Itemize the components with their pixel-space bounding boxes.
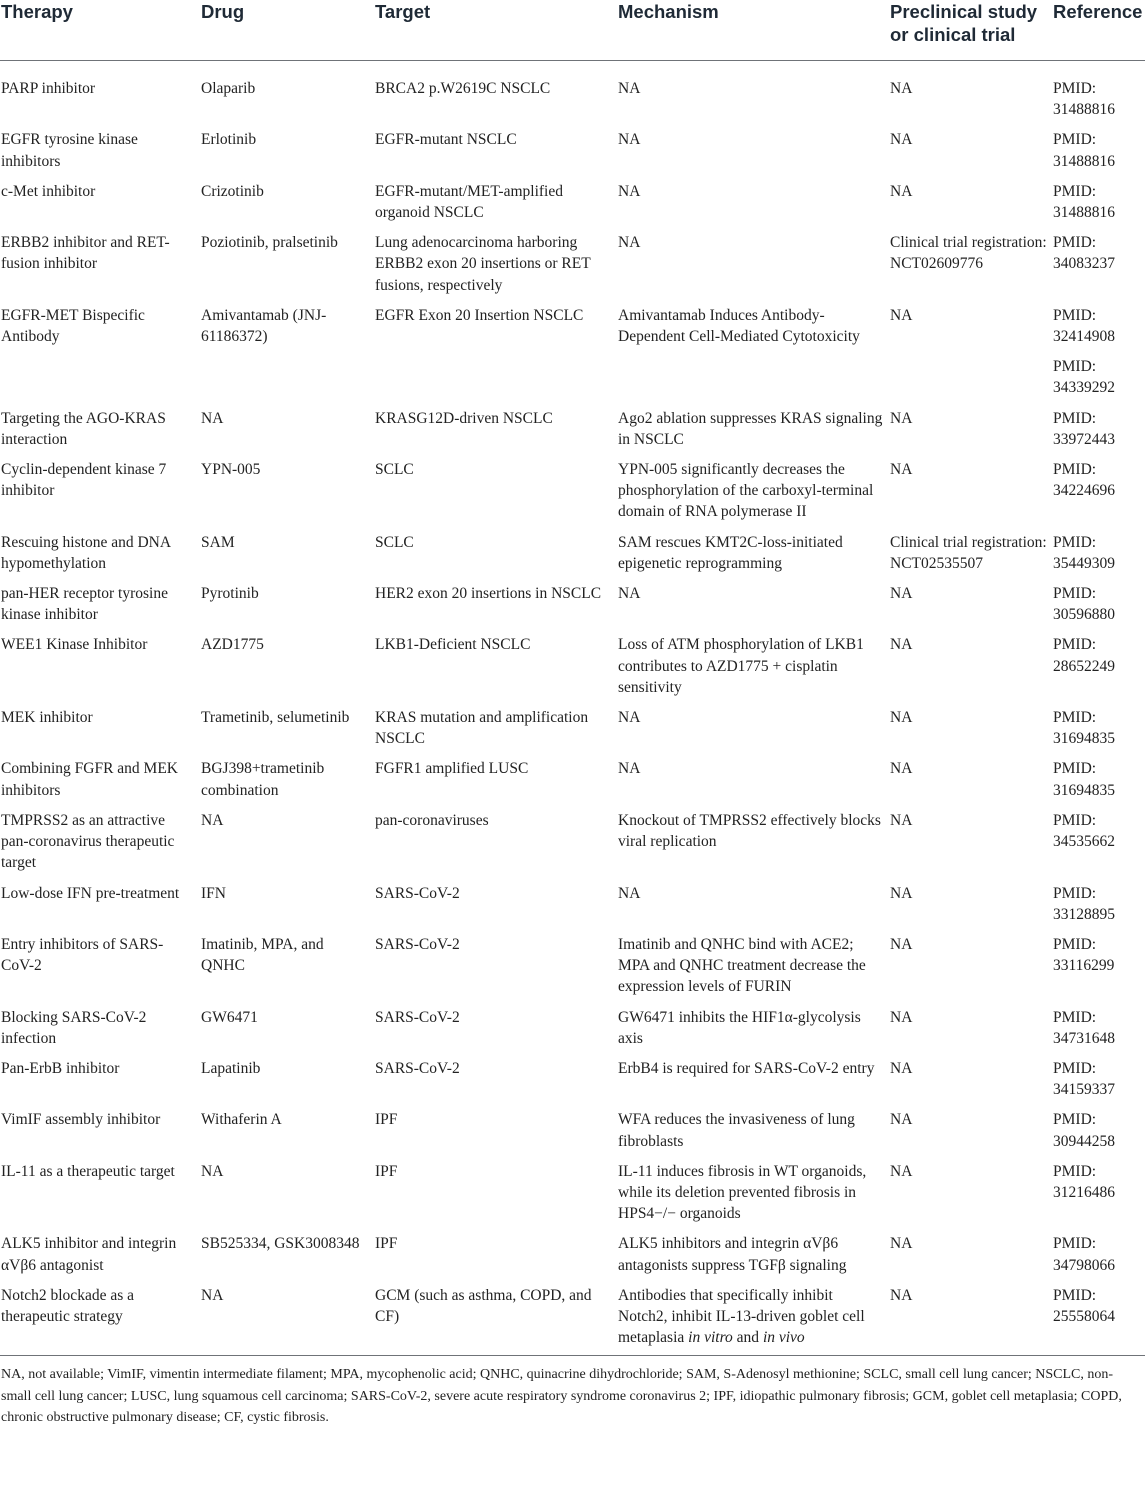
cell-target: KRASG12D-driven NSCLC: [375, 409, 553, 427]
mechanism-text: and: [732, 1329, 763, 1347]
cell-study: NA: [890, 1111, 913, 1129]
cell-mechanism: ErbB4 is required for SARS-CoV-2 entry: [618, 1059, 875, 1077]
cell-study: NA: [890, 811, 913, 829]
cell-therapy: Combining FGFR and MEK inhibitors: [1, 760, 178, 799]
cell-reference: [1053, 703, 1145, 754]
reference-pmid: PMID: 32414908: [1053, 306, 1115, 346]
cell-target: SCLC: [375, 533, 414, 551]
reference-pmid: PMID: 25558064: [1053, 1286, 1115, 1325]
cell-target: IPF: [375, 1111, 398, 1129]
cell-therapy: WEE1 Kinase Inhibitor: [1, 636, 148, 654]
cell-reference: [1053, 527, 1145, 578]
cell-drug: NA: [201, 409, 224, 427]
cell-study: NA: [890, 1280, 1053, 1356]
table-row: [0, 176, 1145, 227]
cell-study: NA: [890, 585, 913, 603]
cell-drug: NA: [201, 811, 224, 829]
header-mechanism: Mechanism: [618, 0, 890, 61]
cell-reference: [1053, 300, 1145, 403]
cell-drug: Crizotinib: [201, 182, 264, 200]
table-row: [0, 579, 1145, 630]
cell-mechanism: SAM rescues KMT2C-loss-initiated epigenetic reprogramming: [618, 533, 843, 572]
cell-study: NA: [890, 1059, 913, 1077]
cell-therapy: MEK inhibitor: [1, 709, 93, 727]
cell-drug: Imatinib, MPA, and QNHC: [201, 935, 324, 975]
cell-study: Clinical trial registration: NCT02609776: [890, 234, 1047, 273]
cell-reference: [1053, 1229, 1145, 1280]
table-row: [0, 1053, 1145, 1104]
cell-drug: Withaferin A: [201, 1111, 282, 1129]
cell-mechanism: YPN-005 significantly decreases the phosphorylation of the carboxyl-terminal domain of RNA polymerase II: [618, 461, 874, 521]
table-row: [0, 929, 1145, 1002]
cell-drug: NA: [201, 1280, 375, 1356]
cell-study: NA: [890, 760, 913, 778]
cell-reference: [1053, 929, 1145, 1002]
reference-pmid: PMID: 33128895: [1053, 884, 1115, 923]
cell-reference: [1053, 878, 1145, 929]
cell-therapy: Low-dose IFN pre-treatment: [1, 884, 180, 902]
table-row: [0, 403, 1145, 454]
reference-pmid: PMID: 35449309: [1053, 533, 1115, 572]
cell-study: NA: [890, 935, 913, 953]
cell-therapy: EGFR-MET Bispecific Antibody: [1, 306, 145, 346]
table-row: [0, 1002, 1145, 1053]
cell-drug: SB525334, GSK3008348: [201, 1235, 360, 1253]
cell-therapy: Entry inhibitors of SARS-CoV-2: [1, 935, 164, 975]
cell-mechanism: NA: [618, 80, 641, 97]
table-footnote: NA, not available; VimIF, vimentin intermediate filament; MPA, mycophenolic acid; QNHC, quinacrine dihydrochloride; SAM, S-Adenosyl methionine; SCLC, small cell lung cancer; NSCLC, non-small cell lung cancer; LUSC, lung squamous cell carcinoma; SARS-CoV-2, severe acute respiratory syndrome coronavirus 2; IPF, idiopathic pulmonary fibrosis; GCM, goblet cell metaplasia; COPD, chronic obstructive pulmonary disease; CF, cystic fibrosis.: [1, 1367, 1122, 1426]
cell-mechanism: GW6471 inhibits the HIF1α-glycolysis axis: [618, 1008, 861, 1047]
table-row: [0, 1105, 1145, 1156]
table-row: [0, 630, 1145, 703]
mechanism-italic-term: in vivo: [762, 1329, 805, 1347]
cell-drug: IFN: [201, 884, 226, 902]
mechanism-text: Antibodies that specifically inhibit Notch2, inhibit IL-13-driven goblet cell metaplasia: [618, 1286, 865, 1347]
cell-reference: [1053, 403, 1145, 454]
table-row: [0, 455, 1145, 528]
cell-mechanism: Amivantamab Induces Antibody-Dependent Cell-Mediated Cytotoxicity: [618, 306, 860, 346]
cell-reference: [1053, 630, 1145, 703]
cell-reference: [1053, 1105, 1145, 1156]
cell-target: IPF: [375, 1235, 398, 1253]
reference-pmid: PMID: 33972443: [1053, 409, 1115, 448]
header-drug: Drug: [201, 0, 375, 61]
cell-target: SARS-CoV-2: [375, 1059, 460, 1077]
reference-pmid: PMID: 31694835: [1053, 709, 1115, 748]
cell-therapy: TMPRSS2 as an attractive pan-coronavirus therapeutic target: [1, 811, 175, 872]
table-body: [0, 61, 1145, 1356]
cell-drug: Amivantamab (JNJ-61186372): [201, 306, 327, 346]
reference-pmid: PMID: 34731648: [1053, 1008, 1115, 1047]
cell-drug: Erlotinib: [201, 131, 257, 149]
reference-pmid: PMID: 31488816: [1053, 80, 1115, 119]
cell-study: NA: [890, 461, 913, 479]
cell-therapy: Pan-ErbB inhibitor: [1, 1059, 120, 1077]
cell-target: IPF: [375, 1162, 398, 1180]
cell-target: BRCA2 p.W2619C NSCLC: [375, 80, 551, 97]
cell-drug: NA: [201, 1162, 224, 1180]
cell-mechanism: Imatinib and QNHC bind with ACE2; MPA and QNHC treatment decrease the expression levels of FURIN: [618, 935, 866, 996]
cell-study: NA: [890, 409, 913, 427]
table-row: [0, 527, 1145, 578]
cell-therapy: Targeting the AGO-KRAS interaction: [1, 409, 166, 448]
cell-mechanism: WFA reduces the invasiveness of lung fibroblasts: [618, 1111, 855, 1150]
table-row: [0, 1156, 1145, 1229]
cell-drug: GW6471: [201, 1008, 258, 1026]
reference-pmid: PMID: 30596880: [1053, 585, 1115, 624]
cell-target: GCM (such as asthma, COPD, and CF): [375, 1280, 618, 1356]
reference-pmid: PMID: 30944258: [1053, 1111, 1115, 1150]
table-row: [0, 754, 1145, 805]
cell-target: EGFR-mutant/MET-amplified organoid NSCLC: [375, 182, 563, 222]
cell-target: SARS-CoV-2: [375, 884, 460, 902]
cell-target: SARS-CoV-2: [375, 935, 460, 953]
reference-pmid: PMID: 31488816: [1053, 131, 1115, 170]
cell-target: KRAS mutation and amplification NSCLC: [375, 709, 589, 748]
header-target: Target: [375, 0, 618, 61]
table-row: [0, 125, 1145, 176]
cell-therapy: Rescuing histone and DNA hypomethylation: [1, 533, 171, 572]
cell-mechanism: Loss of ATM phosphorylation of LKB1 contributes to AZD1775 + cisplatin sensitivity: [618, 636, 864, 696]
cell-drug: AZD1775: [201, 636, 264, 654]
cell-mechanism: NA: [618, 182, 641, 200]
cell-therapy: PARP inhibitor: [1, 80, 96, 97]
table-row: [0, 61, 1145, 125]
cell-mechanism: IL-11 induces fibrosis in WT organoids, while its deletion prevented fibrosis in HPS4−/− organoids: [618, 1162, 867, 1223]
cell-study: NA: [890, 131, 913, 149]
reference-pmid: PMID: 31694835: [1053, 760, 1115, 799]
cell-reference: [1053, 176, 1145, 227]
reference-pmid: PMID: 34159337: [1053, 1059, 1115, 1099]
cell-therapy: pan-HER receptor tyrosine kinase inhibitor: [1, 585, 168, 624]
table-row: [0, 228, 1145, 301]
mechanism-italic-term: in vitro: [688, 1329, 733, 1347]
header-row: [0, 0, 1145, 61]
cell-mechanism: Knockout of TMPRSS2 effectively blocks viral replication: [618, 811, 881, 851]
reference-pmid: PMID: 34798066: [1053, 1235, 1115, 1274]
header-reference: Reference: [1053, 0, 1145, 61]
cell-mechanism: NA: [618, 234, 641, 252]
cell-mechanism: NA: [618, 884, 641, 902]
header-therapy: Therapy: [0, 0, 201, 61]
reference-pmid: PMID: 28652249: [1053, 636, 1115, 675]
cell-drug: Poziotinib, pralsetinib: [201, 234, 338, 252]
cell-target: pan-coronaviruses: [375, 811, 489, 829]
cell-reference: [1053, 579, 1145, 630]
cell-target: Lung adenocarcinoma harboring ERBB2 exon 20 insertions or RET fusions, respectively: [375, 234, 591, 294]
reference-pmid: PMID: 34083237: [1053, 234, 1115, 273]
cell-reference: [1053, 125, 1145, 176]
cell-reference: [1053, 455, 1145, 528]
header-study: Preclinical study or clinical trial: [890, 0, 1053, 61]
cell-target: SCLC: [375, 461, 414, 479]
reference-pmid: PMID: 33116299: [1053, 935, 1115, 975]
cell-target: HER2 exon 20 insertions in NSCLC: [375, 585, 602, 603]
cell-study: NA: [890, 306, 913, 324]
cell-mechanism: Ago2 ablation suppresses KRAS signaling in NSCLC: [618, 409, 883, 448]
cell-drug: Lapatinib: [201, 1059, 261, 1077]
reference-pmid: PMID: 34535662: [1053, 811, 1115, 851]
cell-reference: [1053, 754, 1145, 805]
cell-study: NA: [890, 1008, 913, 1026]
cell-drug: Olaparib: [201, 80, 256, 97]
cell-therapy: ERBB2 inhibitor and RET-fusion inhibitor: [1, 234, 170, 273]
cell-therapy: Notch2 blockade as a therapeutic strategy: [0, 1280, 201, 1356]
cell-therapy: ALK5 inhibitor and integrin αVβ6 antagonist: [1, 1235, 177, 1274]
cell-mechanism: NA: [618, 760, 641, 778]
cell-reference: [1053, 1053, 1145, 1104]
cell-study: NA: [890, 80, 913, 97]
table-row: [0, 300, 1145, 403]
table-row: [0, 878, 1145, 929]
cell-target: LKB1-Deficient NSCLC: [375, 636, 531, 654]
cell-target: FGFR1 amplified LUSC: [375, 760, 529, 778]
cell-therapy: VimIF assembly inhibitor: [1, 1111, 161, 1129]
cell-reference: [1053, 1280, 1145, 1356]
cell-reference: [1053, 228, 1145, 301]
cell-therapy: EGFR tyrosine kinase inhibitors: [1, 131, 138, 170]
cell-mechanism: ALK5 inhibitors and integrin αVβ6 antagonists suppress TGFβ signaling: [618, 1235, 847, 1274]
cell-drug: Pyrotinib: [201, 585, 259, 603]
table-row: [0, 1229, 1145, 1280]
cell-reference: [1053, 61, 1145, 125]
cell-drug: BGJ398+trametinib combination: [201, 760, 325, 799]
cell-therapy: Blocking SARS-CoV-2 infection: [1, 1008, 147, 1047]
cell-therapy: Cyclin-dependent kinase 7 inhibitor: [1, 461, 167, 500]
cell-drug: Trametinib, selumetinib: [201, 709, 350, 727]
cell-mechanism: NA: [618, 585, 641, 603]
reference-pmid: PMID: 34224696: [1053, 461, 1115, 500]
cell-target: EGFR-mutant NSCLC: [375, 131, 517, 149]
table-row: [0, 703, 1145, 754]
reference-pmid: PMID: 34339292: [1053, 358, 1115, 397]
cell-study: NA: [890, 709, 913, 727]
cell-therapy: c-Met inhibitor: [1, 182, 96, 200]
cell-mechanism: NA: [618, 709, 641, 727]
table-row: [0, 1280, 1145, 1356]
table-row: [0, 805, 1145, 878]
cell-mechanism: [618, 1280, 890, 1356]
cell-target: SARS-CoV-2: [375, 1008, 460, 1026]
cell-study: NA: [890, 182, 913, 200]
cell-drug: SAM: [201, 533, 235, 551]
cell-study: NA: [890, 1235, 913, 1253]
cell-therapy: IL-11 as a therapeutic target: [1, 1162, 175, 1180]
cell-target: EGFR Exon 20 Insertion NSCLC: [375, 306, 584, 324]
cell-reference: [1053, 1156, 1145, 1229]
cell-study: NA: [890, 1162, 913, 1180]
table-header: [0, 0, 1145, 61]
cell-study: NA: [890, 636, 913, 654]
reference-pmid: PMID: 31488816: [1053, 182, 1115, 222]
cell-study: Clinical trial registration: NCT02535507: [890, 533, 1047, 572]
cell-reference: [1053, 1002, 1145, 1053]
cell-study: NA: [890, 884, 913, 902]
reference-pmid: PMID: 31216486: [1053, 1162, 1115, 1201]
cell-mechanism: NA: [618, 131, 641, 149]
cell-reference: [1053, 805, 1145, 878]
cell-drug: YPN-005: [201, 461, 261, 479]
